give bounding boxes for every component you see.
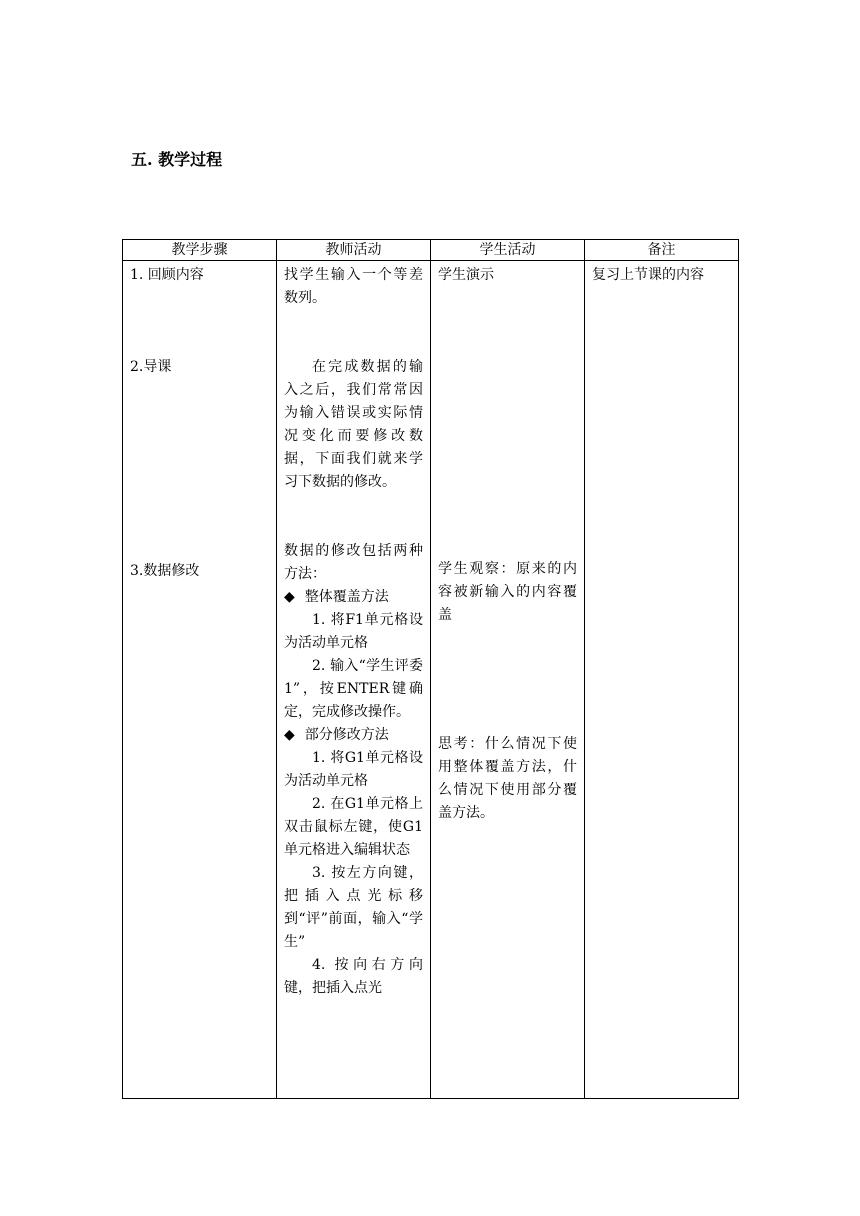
method2-step: 3. 按左方向键，把插入点光标移到“评”前面，输入“学生” <box>284 865 423 950</box>
student-observe: 学生观察：原来的内容被新输入的内容覆盖 <box>438 561 577 623</box>
step-column <box>123 261 277 1099</box>
method2-step: 4. 按向右方向键，把插入点光 <box>284 957 423 996</box>
method1-title <box>284 586 423 609</box>
header-teacher: 教师活动 <box>277 240 431 261</box>
diamond-bullet-icon: ◆ <box>284 589 295 605</box>
student-review: 学生演示 <box>438 267 494 283</box>
notes-column <box>585 261 739 1099</box>
teacher-review: 找学生输入一个等差数列。 <box>284 267 423 306</box>
method1-title-text: 整体覆盖方法 <box>304 589 389 605</box>
header-step: 教学步骤 <box>123 240 277 261</box>
method1-step: 2. 输入“学生评委1”，按ENTER键确定，完成修改操作。 <box>284 658 423 720</box>
student-column <box>431 261 585 1099</box>
step-modify: 3.数据修改 <box>130 563 200 579</box>
step-intro: 2.导课 <box>130 359 172 375</box>
table-header-row <box>123 240 739 261</box>
teacher-intro: 在完成数据的输入之后，我们常常因为输入错误或实际情况变化而要修改数据，下面我们就来学习下数据的修改。 <box>284 359 423 490</box>
method1-step: 1. 将F1单元格设为活动单元格 <box>284 612 423 651</box>
method2-step: 2. 在G1单元格上双击鼠标左键，使G1单元格进入编辑状态 <box>284 796 423 858</box>
method2-title <box>284 724 423 747</box>
section-heading: 五. 教学过程 <box>131 150 223 169</box>
step-review: 1. 回顾内容 <box>130 267 204 283</box>
teacher-modify-intro: 数据的修改包括两种方法： <box>284 543 423 582</box>
diamond-bullet-icon: ◆ <box>284 727 295 743</box>
header-notes: 备注 <box>585 240 739 261</box>
student-think: 思考：什么情况下使用整体覆盖方法，什么情况下使用部分覆盖方法。 <box>438 736 577 821</box>
method2-title-text: 部分修改方法 <box>304 727 389 743</box>
lesson-table <box>122 239 739 1099</box>
header-student: 学生活动 <box>431 240 585 261</box>
table-row <box>123 261 739 1099</box>
teacher-column <box>277 261 431 1099</box>
method2-step: 1. 将G1单元格设为活动单元格 <box>284 750 423 789</box>
notes-review: 复习上节课的内容 <box>592 267 704 283</box>
